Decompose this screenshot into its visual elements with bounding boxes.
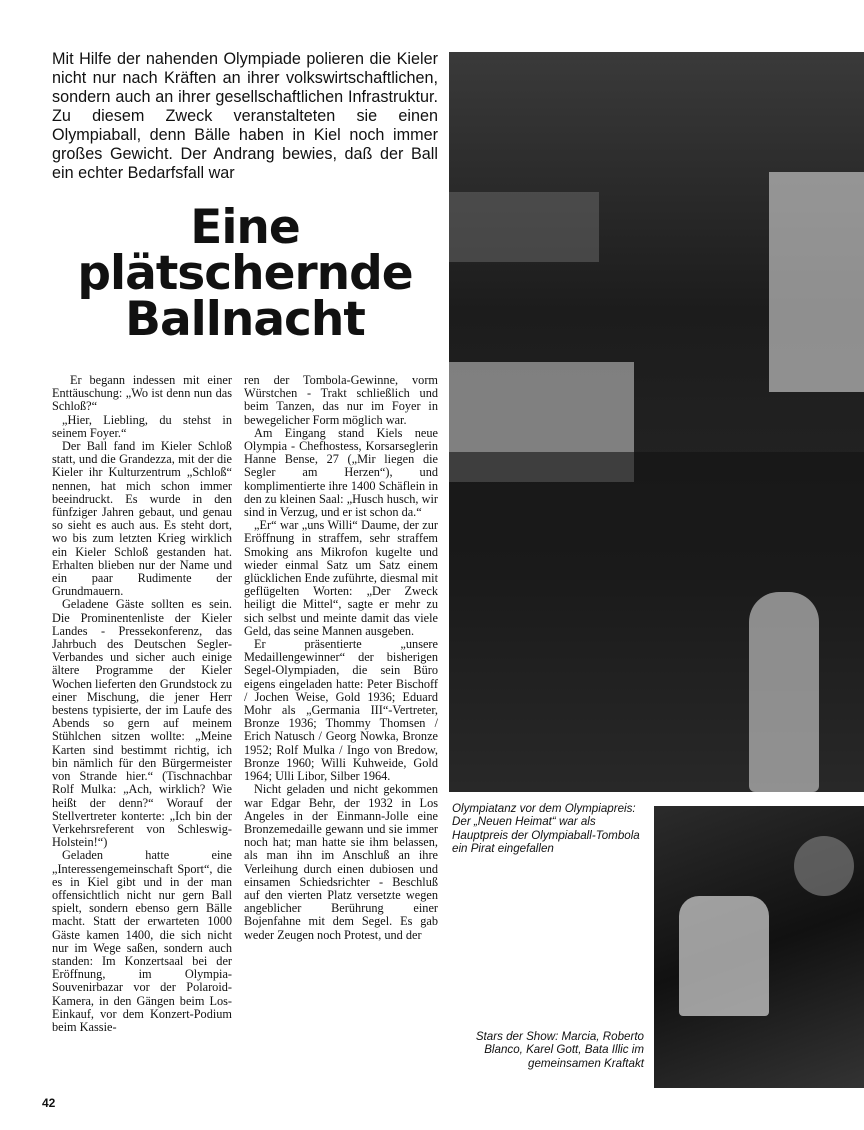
paragraph: Nicht geladen und nicht gekommen war Edgar Behr, der 1932 in Los Angeles in der Einmann-Jolle eine Bronzemedaille gewann und sie immer noch hat; man hatte sie ihm belassen, als man ihn im Anschluß an ihre Verleihung durch einen dubiosen und einsamen Schiedsrichter - Beschluß auf den vierten Platz versetzte wegen angeblicher Berührung einer Bojenfahne mit dem Segel. Es gab weder Zeugen noch Protest, und der <box>244 782 438 942</box>
paragraph: „Er“ war „uns Willi“ Daume, der zur Eröffnung in straffem, sehr straffem Smoking ans Mikrofon kugelte und wieder einmal Satz um Satz einem glücklichen Ende zuführte, diesmal mit geflügelten Worten: „Der Zweck heiligt die Mittel“, sagte er mehr zu sich selbst und meinte damit das viele Geld, das seine Mannen ausgeben. <box>244 518 438 638</box>
intro-paragraph: Mit Hilfe der nahenden Olympiade polieren die Kieler nicht nur nach Kräften an ihrer volkswirtschaftlichen, sondern auch an ihrer gesellschaftlichen Infrastruktur. Zu diesem Zweck veranstalteten sie einen Olympiaball, denn Bälle haben in Kiel noch immer großes Gewicht. Der Andrang bewies, daß der Ball ein echter Bedarfsfall war <box>52 50 438 182</box>
paragraph: Geladen hatte eine „Interessengemeinschaft Sport“, die es in Kiel gibt und in der man offensichtlich nicht nur gern Ball spielt, sondern ebenso gern Bälle macht. Statt der erwarteten 1000 Gäste kamen 1400, die sich nicht nur im Wege saßen, sondern auch standen: Im Konzertsaal bei der Eröffnung, im Olympia-Souvenirbazar vor der Polaroid-Kamera, in den Gängen beim Los-Einkauf, vor dem Konzert-Podium beim Kassie- <box>52 848 232 1034</box>
dancer-dress-shape <box>749 592 819 792</box>
paragraph: Er begann indessen mit einer Enttäuschung: „Wo ist denn nun das Schloß?“ <box>52 373 232 414</box>
paragraph: ren der Tombola-Gewinne, vorm Würstchen - Trakt schließlich und beim Tanzen, das nur im Foyer in bewegelicher Form möglich war. <box>244 373 438 427</box>
headline-line-3: Ballnacht <box>125 292 365 347</box>
performer-shirt-shape <box>679 896 769 1016</box>
paragraph: Geladene Gäste sollten es sein. Die Prominentenliste der Kieler Landes - Pressekonferenz, das Jahrbuch des Deutschen Segler-Verbandes und sicher auch einige ältere Programme der Kieler Wochen lieferten den Grundstock zu einer Mischung, die jener Herr bestens typisierte, der im Laufe des Abends so gern auf meinem Stühlchen sitzen wollte: „Meine Karten sind bestimmt richtig, ich bin nämlich für den Bürgermeister von Strande hier.“ (Tischnachbar Rolf Mulka: „Ach, wirklich? Wie heißt der denn?“ Worauf der Stellvertreter konterte: „Ich bin der Verkehrsreferent von Schleswig-Holstein!“) <box>52 597 232 850</box>
ballroom-dance-photo <box>449 52 864 792</box>
page-number: 42 <box>42 1096 56 1110</box>
headline-line-1: Eine <box>190 200 300 255</box>
text-column-2 <box>244 374 438 942</box>
headline <box>52 200 438 347</box>
paragraph: Er präsentierte „unsere Medaillengewinner“ der bisherigen Segel-Olympiaden, die sein Büro eigens eingeladen hatte: Peter Bischoff / Jochen Weise, Gold 1936; Eduard Mohr als „Germania III“-Vertreter, Bronze 1936; Thommy Thomsen / Erich Natusch / Georg Nowka, Bronze 1952; Rolf Mulka / Ingo von Bredow, Bronze 1960; Willi Kuhweide, Gold 1964; Ulli Libor, Silber 1964. <box>244 637 438 784</box>
caption-photo-2: Stars der Show: Marcia, Roberto Blanco, Karel Gott, Bata Illic im gemeinsamen Kraftakt <box>475 1030 644 1070</box>
paragraph: Der Ball fand im Kieler Schloß statt, und die Grandezza, mit der die Kieler ihr Kulturzentrum „Schloß“ nennen, hat mich schon immer beeindruckt. Es wurde in den fünfziger Jahren gebaut, und genau so sieht es auch aus. Es steht dort, wo bis zum letzten Krieg wirklich ein Kieler Schloß gestanden hat. Erhalten blieben nur der Name und ein paar Rudimente der Grundmauern. <box>52 439 232 599</box>
headline-line-2: plätschernde <box>77 246 413 301</box>
light-panel-shape <box>769 172 864 392</box>
show-stars-photo <box>654 806 864 1088</box>
balcony-shape <box>449 192 599 262</box>
text-column-1 <box>52 374 232 1034</box>
paragraph: „Hier, Liebling, du stehst in seinem Foyer.“ <box>52 412 232 440</box>
caption-photo-1: Olympiatanz vor dem Olympiapreis: Der „Neuen Heimat“ war als Hauptpreis der Olympiaball-Tombola ein Pirat eingefallen <box>452 802 640 856</box>
stage-light-shape <box>794 836 854 896</box>
paragraph: Am Eingang stand Kiels neue Olympia - Chefhostess, Korsarseglerin Hanne Bense, 27 („Mir liegen die Segler am Herzen“), und komplimentierte ihre 1400 Schäflein in den zu kleinen Saal: „Husch husch, wir sind in Verzug, und er ist schon da.“ <box>244 425 438 520</box>
